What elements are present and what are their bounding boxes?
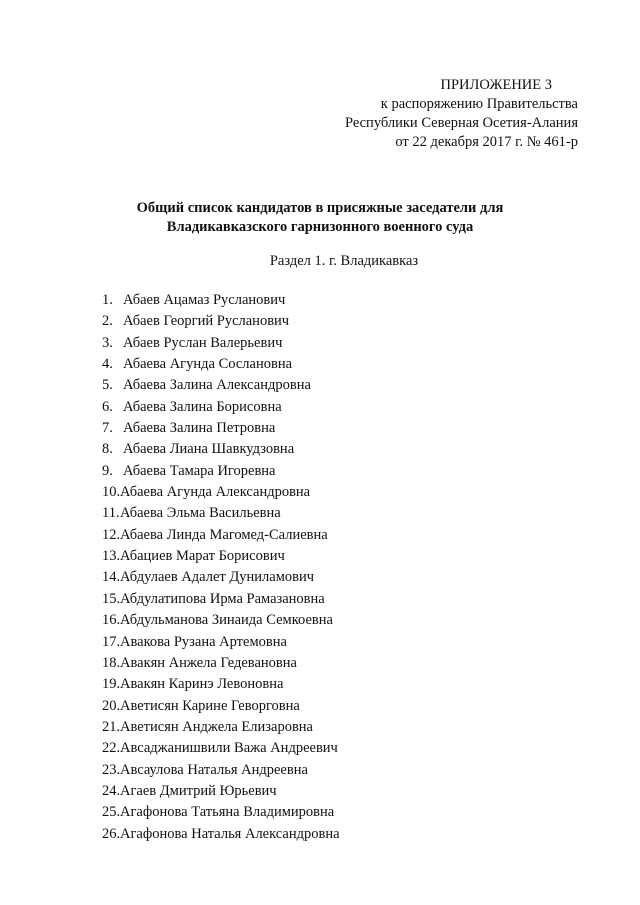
list-item bbox=[102, 589, 340, 610]
document-title bbox=[0, 199, 640, 237]
list-item-number: 26. bbox=[102, 825, 121, 842]
list-item-name: Абаев Георгий Русланович bbox=[123, 313, 290, 330]
list-item-number: 9. bbox=[102, 462, 113, 479]
list-item bbox=[102, 397, 340, 418]
list-item-name: Авсаулова Наталья Андреевна bbox=[120, 761, 308, 778]
appendix-header bbox=[345, 76, 578, 152]
section-heading: Раздел 1. г. Владикавказ bbox=[269, 253, 419, 269]
list-item bbox=[102, 354, 340, 375]
list-item bbox=[102, 482, 340, 503]
list-item-number: 19. bbox=[102, 676, 121, 693]
list-item bbox=[102, 696, 340, 717]
list-item-number: 10. bbox=[102, 484, 121, 501]
list-item-number: 1. bbox=[102, 292, 113, 308]
list-item-name: Абдулатипова Ирма Рамазановна bbox=[120, 590, 325, 607]
list-item bbox=[102, 567, 340, 588]
list-item-number: 7. bbox=[102, 420, 113, 437]
list-item-number: 20. bbox=[102, 697, 121, 714]
list-item bbox=[102, 290, 340, 311]
list-item-name: Абаева Залина Александровна bbox=[123, 377, 311, 394]
document-title-line-1: Общий список кандидатов в присяжные заседатели для bbox=[136, 200, 504, 216]
list-item-name: Агафонова Наталья Александровна bbox=[120, 825, 340, 842]
list-item-number: 22. bbox=[102, 740, 121, 757]
list-item-name: Абдульманова Зинаида Семкоевна bbox=[120, 612, 333, 629]
list-item-number: 16. bbox=[102, 612, 121, 629]
list-item-number: 11. bbox=[102, 505, 120, 522]
list-item-number: 24. bbox=[102, 782, 121, 799]
list-item-number: 14. bbox=[102, 569, 121, 586]
list-item bbox=[102, 439, 340, 460]
list-item-name: Абаева Линда Магомед-Салиевна bbox=[120, 526, 328, 543]
list-item-name: Абаева Агунда Сослановна bbox=[123, 356, 293, 373]
list-item bbox=[102, 717, 340, 738]
list-item-number: 5. bbox=[102, 377, 113, 394]
list-item-number: 18. bbox=[102, 654, 121, 671]
list-item-name: Абаев Руслан Валерьевич bbox=[123, 334, 283, 351]
appendix-date-line: от 22 декабря 2017 г. № 461-р bbox=[395, 134, 578, 150]
list-item-number: 15. bbox=[102, 590, 121, 607]
list-item bbox=[102, 311, 340, 332]
list-item-name: Абаева Эльма Васильевна bbox=[120, 505, 281, 522]
list-item bbox=[102, 653, 340, 674]
list-item-number: 3. bbox=[102, 334, 113, 351]
list-item-number: 2. bbox=[102, 313, 113, 330]
list-item-name: Аветисян Анджела Елизаровна bbox=[120, 718, 313, 735]
list-item-number: 13. bbox=[102, 548, 121, 565]
list-item bbox=[102, 525, 340, 546]
list-item-name: Авакян Анжела Гедевановна bbox=[120, 654, 297, 671]
list-item-name: Абаева Лиана Шавкудзовна bbox=[123, 441, 295, 458]
list-item-name: Абдулаев Адалет Дуниламович bbox=[120, 569, 315, 586]
list-item-name: Абаев Ацамаз Русланович bbox=[123, 292, 286, 308]
candidate-list bbox=[102, 290, 340, 845]
list-item bbox=[102, 781, 340, 802]
list-item bbox=[102, 632, 340, 653]
list-item-name: Агаев Дмитрий Юрьевич bbox=[120, 782, 277, 799]
list-item-name: Агафонова Татьяна Владимировна bbox=[120, 804, 335, 821]
list-item bbox=[102, 375, 340, 396]
list-item-name: Авакян Каринэ Левоновна bbox=[120, 676, 284, 693]
list-item bbox=[102, 461, 340, 482]
list-item-name: Абаева Залина Борисовна bbox=[123, 398, 282, 415]
list-item-name: Абаева Агунда Александровна bbox=[120, 484, 311, 501]
list-item-name: Авсаджанишвили Важа Андреевич bbox=[120, 740, 338, 757]
list-item-name: Абациев Марат Борисович bbox=[120, 548, 285, 565]
list-item-number: 21. bbox=[102, 718, 121, 735]
list-item-name: Авакова Рузана Артемовна bbox=[120, 633, 287, 650]
document-title-line-2: Владикавказского гарнизонного военного суда bbox=[166, 219, 474, 235]
list-item-number: 25. bbox=[102, 804, 121, 821]
list-item-number: 12. bbox=[102, 526, 121, 543]
list-item-number: 6. bbox=[102, 398, 113, 415]
list-item bbox=[102, 760, 340, 781]
list-item-number: 17. bbox=[102, 633, 121, 650]
list-item bbox=[102, 418, 340, 439]
list-item-name: Аветисян Карине Геворговна bbox=[120, 697, 300, 714]
appendix-number: ПРИЛОЖЕНИЕ 3 bbox=[440, 77, 552, 93]
list-item-name: Абаева Залина Петровна bbox=[123, 420, 276, 437]
list-item-number: 8. bbox=[102, 441, 113, 458]
list-item-number: 23. bbox=[102, 761, 121, 778]
appendix-government-line: Республики Северная Осетия-Алания bbox=[344, 115, 578, 131]
list-item bbox=[102, 610, 340, 631]
list-item bbox=[102, 738, 340, 759]
appendix-order-line: к распоряжению Правительства bbox=[380, 96, 578, 112]
list-item-name: Абаева Тамара Игоревна bbox=[123, 462, 276, 479]
list-item bbox=[102, 824, 340, 845]
list-item bbox=[102, 333, 340, 354]
list-item bbox=[102, 503, 340, 524]
list-item-number: 4. bbox=[102, 356, 113, 373]
list-item bbox=[102, 674, 340, 695]
list-item bbox=[102, 802, 340, 823]
list-item bbox=[102, 546, 340, 567]
